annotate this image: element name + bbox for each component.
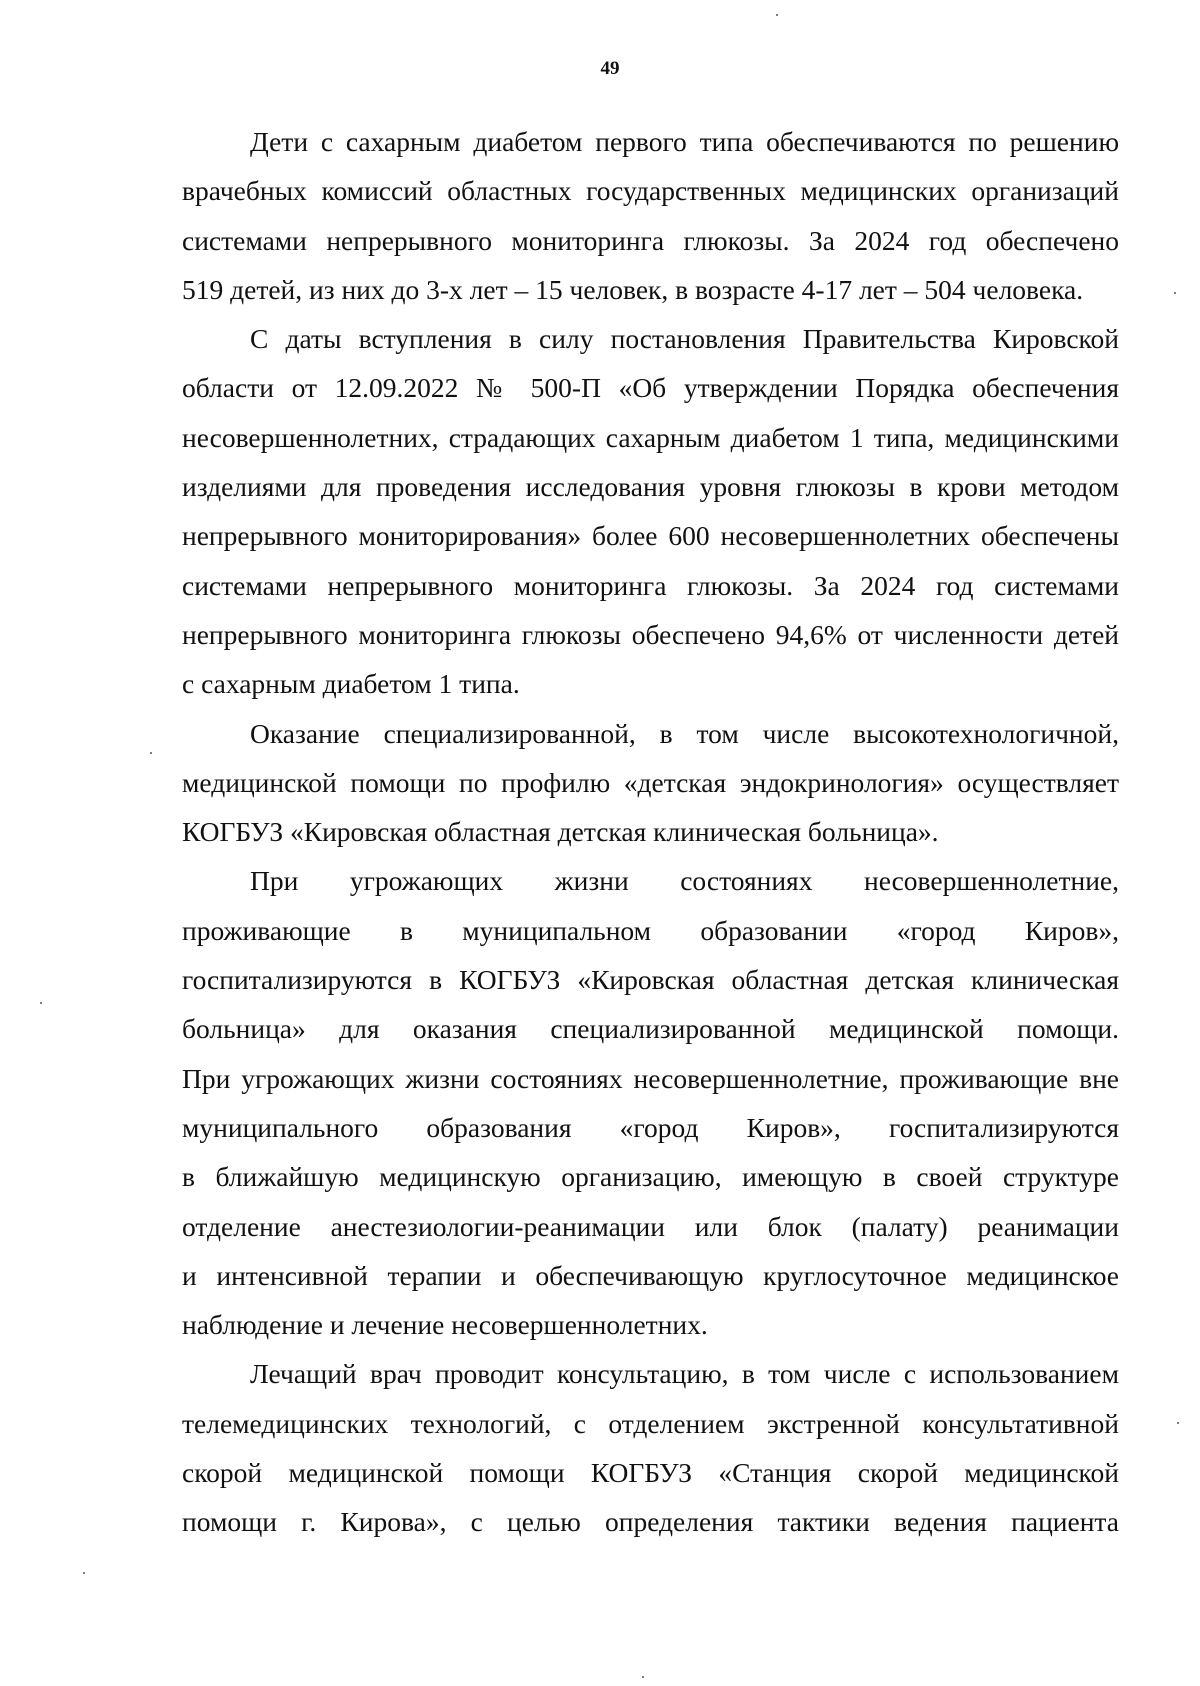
text-line: КОГБУЗ «Кировская областная детская клиническая больница». — [182, 816, 939, 848]
text-line: изделиями для проведения исследования уровня глюкозы в крови методом — [182, 471, 1119, 503]
text-line: с сахарным диабетом 1 типа. — [182, 668, 520, 700]
text-line: непрерывного мониторирования» более 600 несовершеннолетних обеспечены — [182, 520, 1119, 552]
text-line: Лечащий врач проводит консультацию, в том числе с использованием — [250, 1358, 1119, 1390]
scan-speck — [642, 1676, 644, 1678]
text-line: наблюдение и лечение несовершеннолетних. — [182, 1309, 708, 1341]
text-line: помощи г. Кирова», с целью определения тактики ведения пациента — [182, 1506, 1119, 1538]
scan-speck — [83, 1572, 85, 1574]
page-number: 49 — [600, 58, 620, 79]
text-line: и интенсивной терапии и обеспечивающую круглосуточное медицинское — [182, 1259, 1119, 1291]
text-line: госпитализируются в КОГБУЗ «Кировская областная детская клиническая — [182, 964, 1119, 996]
text-line: При угрожающих жизни состояниях несовершеннолетние, проживающие вне — [182, 1062, 1119, 1094]
text-line: С даты вступления в силу постановления Правительства Кировской — [250, 323, 1119, 355]
document-body — [182, 117, 1119, 1547]
text-line: 519 детей, из них до 3-х лет – 15 человек, в возрасте 4-17 лет – 504 человека. — [182, 273, 1084, 305]
text-line: скорой медицинской помощи КОГБУЗ «Станция скорой медицинской — [182, 1457, 1119, 1489]
paragraph — [182, 314, 1119, 708]
text-line: системами непрерывного мониторинга глюкозы. За 2024 год системами — [182, 569, 1119, 601]
text-line: несовершеннолетних, страдающих сахарным диабетом 1 типа, медицинскими — [182, 421, 1119, 453]
paragraph — [182, 117, 1119, 314]
text-line: Оказание специализированной, в том числе высокотехнологичной, — [250, 717, 1119, 749]
text-line: телемедицинских технологий, с отделением экстренной консультативной — [182, 1407, 1119, 1439]
text-line: области от 12.09.2022 № 500-П «Об утверждении Порядка обеспечения — [182, 372, 1119, 404]
text-line: системами непрерывного мониторинга глюкозы. За 2024 год обеспечено — [182, 224, 1119, 256]
text-line: проживающие в муниципальном образовании «город Киров», — [182, 914, 1119, 946]
scan-speck — [1174, 292, 1176, 294]
paragraph — [182, 856, 1119, 1349]
text-line: непрерывного мониторинга глюкозы обеспечено 94,6% от численности детей — [182, 618, 1119, 650]
text-line: в ближайшую медицинскую организацию, имеющую в своей структуре — [182, 1161, 1119, 1193]
scan-speck — [40, 1002, 42, 1004]
text-line: больница» для оказания специализированной медицинской помощи. — [182, 1013, 1119, 1045]
text-line: медицинской помощи по профилю «детская эндокринология» осуществляет — [182, 766, 1119, 798]
paragraph — [182, 709, 1119, 857]
scan-speck — [150, 752, 152, 754]
text-line: Дети с сахарным диабетом первого типа обеспечиваются по решению — [250, 126, 1119, 157]
text-line: муниципального образования «город Киров», госпитализируются — [182, 1111, 1119, 1143]
scan-speck — [776, 14, 778, 16]
text-line: При угрожающих жизни состояниях несовершеннолетние, — [250, 865, 1119, 897]
text-line: врачебных комиссий областных государственных медицинских организаций — [182, 175, 1119, 207]
scan-speck — [1177, 1422, 1179, 1424]
text-line: отделение анестезиологии-реанимации или блок (палату) реанимации — [182, 1210, 1119, 1242]
paragraph — [182, 1349, 1119, 1546]
